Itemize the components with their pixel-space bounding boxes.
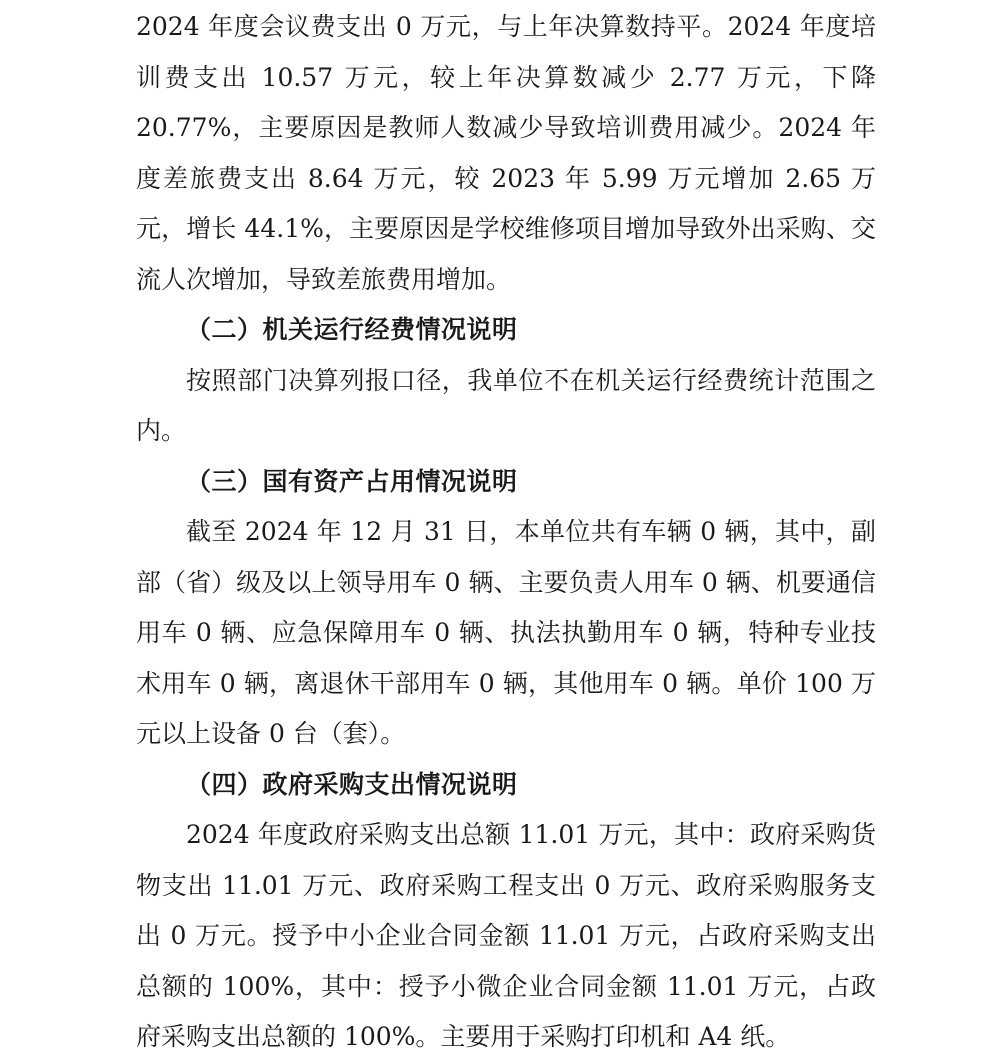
paragraph-office-operating-expenses: 按照部门决算列报口径，我单位不在机关运行经费统计范围之内。: [136, 365, 876, 445]
paragraph-meeting-training-travel-expenses: 2024 年度会议费支出 0 万元，与上年决算数持平。2024 年度培训费支出 10.57 万元，较上年决算数减少 2.77 万元，下降 20.77%，主要原因是教师人数减少导致培训费用减少。2024 年度差旅费支出 8.64 万元，较 2023 年 5.99 万元增加 2.65 万元，增长 44.1%，主要原因是学校维修项目增加导致外出采购、交流人次增加，导致差旅费用增加。: [136, 12, 876, 294]
heading-government-procurement: （四）政府采购支出情况说明: [186, 769, 518, 799]
document-body: [136, 2, 876, 1063]
paragraph-government-procurement: 2024 年度政府采购支出总额 11.01 万元，其中：政府采购货物支出 11.01 万元、政府采购工程支出 0 万元、政府采购服务支出 0 万元。授予中小企业合同金额 11.01 万元，占政府采购支出总额的 100%，其中：授予小微企业合同金额 11.01 万元，占政府采购支出总额的 100%。主要用于采购打印机和 A4 纸。: [136, 820, 876, 1051]
heading-state-assets: （三）国有资产占用情况说明: [186, 466, 518, 496]
paragraph-state-assets: 截至 2024 年 12 月 31 日，本单位共有车辆 0 辆，其中，副部（省）级及以上领导用车 0 辆、主要负责人用车 0 辆、机要通信用车 0 辆、应急保障用车 0 辆、执法执勤用车 0 辆，特种专业技术用车 0 辆，离退休干部用车 0 辆，其他用车 0 辆。单价 100 万元以上设备 0 台（套）。: [136, 517, 876, 748]
heading-office-operating-expenses: （二）机关运行经费情况说明: [186, 315, 518, 344]
